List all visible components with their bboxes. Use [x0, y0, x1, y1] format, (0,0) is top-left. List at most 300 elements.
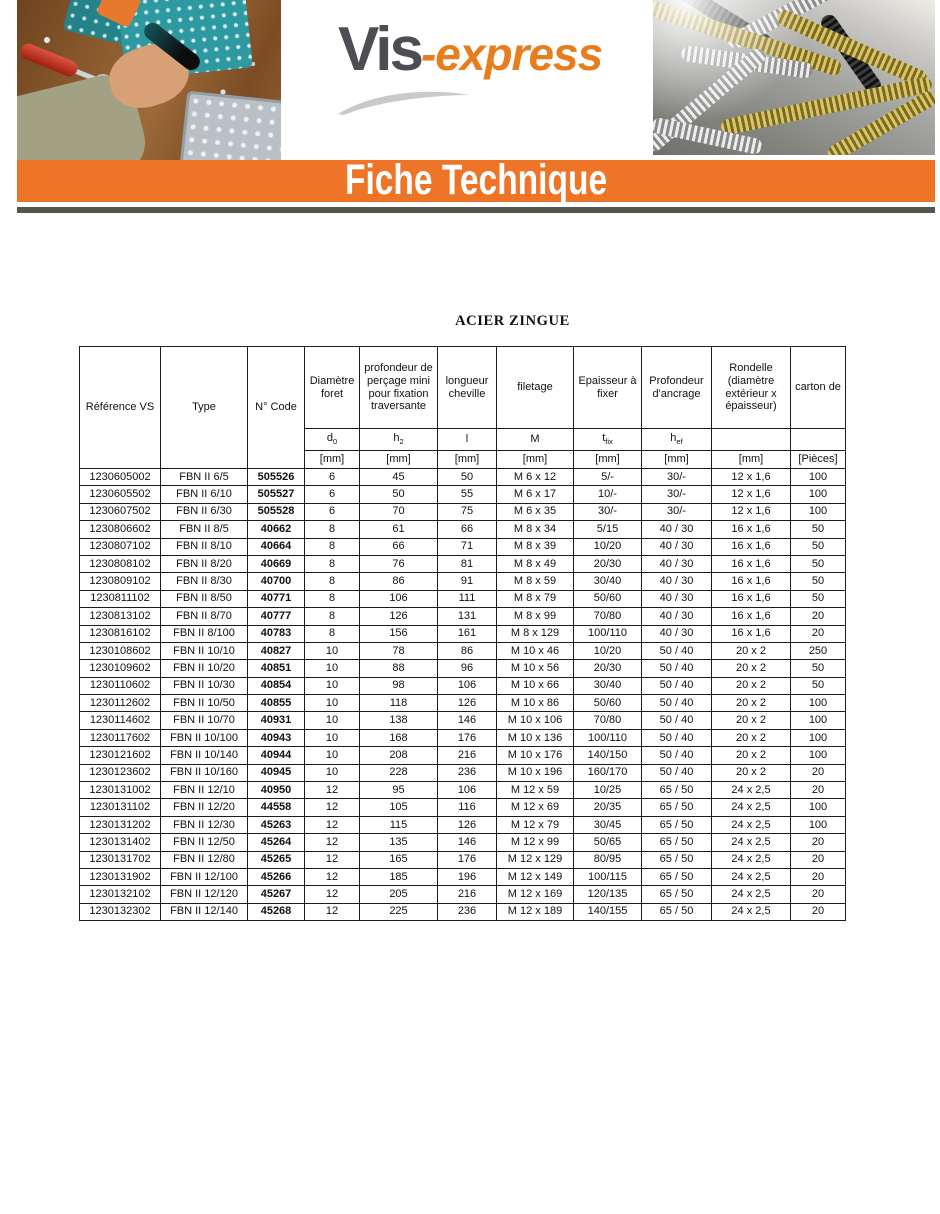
cell: 95: [360, 782, 438, 799]
cell: 40950: [248, 782, 305, 799]
cell: 20: [791, 903, 846, 920]
cell: 12: [305, 868, 360, 885]
cell: 45264: [248, 834, 305, 851]
cell: M 8 x 79: [497, 590, 574, 607]
cell: 1230112602: [80, 695, 161, 712]
cell: 50: [360, 486, 438, 503]
cell: 1230131002: [80, 782, 161, 799]
table-row: [80, 677, 846, 694]
cell: 161: [438, 625, 497, 642]
cell: 40 / 30: [642, 590, 712, 607]
cell: 50/60: [574, 695, 642, 712]
cell: M 8 x 59: [497, 573, 574, 590]
logo-vis: Vis: [338, 15, 421, 84]
cell: 10/-: [574, 486, 642, 503]
cell: 120/135: [574, 886, 642, 903]
cell: 50: [791, 677, 846, 694]
table-row: [80, 747, 846, 764]
table-row: [80, 486, 846, 503]
cell: 100/115: [574, 868, 642, 885]
cell: M 10 x 176: [497, 747, 574, 764]
cell: 88: [360, 660, 438, 677]
cell: 12 x 1,6: [712, 469, 791, 486]
cell: M 12 x 79: [497, 816, 574, 833]
cell: 50 / 40: [642, 695, 712, 712]
cell: FBN II 8/10: [161, 538, 248, 555]
cell: 24 x 2,5: [712, 782, 791, 799]
cell: 176: [438, 851, 497, 868]
cell: 40 / 30: [642, 625, 712, 642]
cell: 16 x 1,6: [712, 555, 791, 572]
cell: FBN II 6/30: [161, 503, 248, 520]
cell: M 10 x 86: [497, 695, 574, 712]
cell: 24 x 2,5: [712, 868, 791, 885]
cell: 8: [305, 555, 360, 572]
cell: 1230605502: [80, 486, 161, 503]
cell: 1230807102: [80, 538, 161, 555]
cell: 75: [438, 503, 497, 520]
cell: M 8 x 129: [497, 625, 574, 642]
cell: 20 x 2: [712, 642, 791, 659]
cell: 66: [360, 538, 438, 555]
table-row: [80, 590, 846, 607]
cell: 1230114602: [80, 712, 161, 729]
cell: FBN II 10/100: [161, 729, 248, 746]
cell: FBN II 12/140: [161, 903, 248, 920]
table-row: [80, 799, 846, 816]
cell: 8: [305, 608, 360, 625]
vis-express-logo: [338, 14, 638, 134]
cell: 24 x 2,5: [712, 799, 791, 816]
cell: 20/30: [574, 555, 642, 572]
cell: 140/155: [574, 903, 642, 920]
column-header: carton de: [791, 347, 846, 429]
cell: 45267: [248, 886, 305, 903]
cell: 91: [438, 573, 497, 590]
cell: 1230607502: [80, 503, 161, 520]
cell: 40777: [248, 608, 305, 625]
cell: 1230816102: [80, 625, 161, 642]
cell: 30/40: [574, 573, 642, 590]
cell: FBN II 10/50: [161, 695, 248, 712]
cell: 65 / 50: [642, 851, 712, 868]
cell: 40945: [248, 764, 305, 781]
table-row: [80, 503, 846, 520]
cell: 40783: [248, 625, 305, 642]
page-title: ACIER ZINGUE: [455, 313, 570, 329]
cell: FBN II 8/20: [161, 555, 248, 572]
photo-fade-overlay: [653, 0, 935, 155]
cell: 10: [305, 660, 360, 677]
cell: 1230806602: [80, 521, 161, 538]
cell: 10: [305, 695, 360, 712]
column-header: profondeur de perçage mini pour fixation traversante: [360, 347, 438, 429]
cell: 10: [305, 677, 360, 694]
cell: 20 x 2: [712, 660, 791, 677]
cell: 12 x 1,6: [712, 486, 791, 503]
cell: 12: [305, 834, 360, 851]
spec-table: [79, 346, 846, 921]
cell: 1230123602: [80, 764, 161, 781]
cell: 1230110602: [80, 677, 161, 694]
cell: 40 / 30: [642, 521, 712, 538]
cell: M 10 x 106: [497, 712, 574, 729]
cell: 50: [791, 521, 846, 538]
cell: 30/-: [642, 486, 712, 503]
cell: 50 / 40: [642, 729, 712, 746]
cell: 100: [791, 695, 846, 712]
cell: 1230132302: [80, 903, 161, 920]
cell: M 12 x 169: [497, 886, 574, 903]
cell: 185: [360, 868, 438, 885]
cell: 20: [791, 608, 846, 625]
column-header: N° Code: [248, 347, 305, 469]
column-header: Diamètre foret: [305, 347, 360, 429]
cell: 24 x 2,5: [712, 903, 791, 920]
table-row: [80, 642, 846, 659]
unit-header: [mm]: [574, 451, 642, 469]
table-row: [80, 782, 846, 799]
cell: 20 x 2: [712, 712, 791, 729]
cell: 12: [305, 851, 360, 868]
cell: FBN II 6/5: [161, 469, 248, 486]
table-row: [80, 729, 846, 746]
cell: 50/60: [574, 590, 642, 607]
cell: 40 / 30: [642, 555, 712, 572]
cell: 250: [791, 642, 846, 659]
cell: 12: [305, 782, 360, 799]
table-row: [80, 695, 846, 712]
cell: 20: [791, 764, 846, 781]
cell: 40771: [248, 590, 305, 607]
cell: 40 / 30: [642, 538, 712, 555]
cell: 65 / 50: [642, 903, 712, 920]
cell: 100/110: [574, 729, 642, 746]
cell: 106: [438, 782, 497, 799]
cell: 50: [791, 590, 846, 607]
cell: 168: [360, 729, 438, 746]
cell: 40662: [248, 521, 305, 538]
cell: 45268: [248, 903, 305, 920]
table-row: [80, 834, 846, 851]
cell: 505528: [248, 503, 305, 520]
cell: 40851: [248, 660, 305, 677]
cell: 40 / 30: [642, 608, 712, 625]
screws-photo: [653, 0, 935, 155]
column-header: Rondelle (diamètre extérieur x épaisseur): [712, 347, 791, 429]
unit-header: [mm]: [305, 451, 360, 469]
symbol-header: M: [497, 429, 574, 451]
cell: M 12 x 99: [497, 834, 574, 851]
cell: 100: [791, 729, 846, 746]
cell: 70/80: [574, 712, 642, 729]
cell: 140/150: [574, 747, 642, 764]
cell: 40944: [248, 747, 305, 764]
cell: 146: [438, 834, 497, 851]
cell: FBN II 8/30: [161, 573, 248, 590]
cell: 100: [791, 712, 846, 729]
cell: 10/25: [574, 782, 642, 799]
cell: 80/95: [574, 851, 642, 868]
table-row: [80, 851, 846, 868]
cell: 66: [438, 521, 497, 538]
cell: 45: [360, 469, 438, 486]
cell: 96: [438, 660, 497, 677]
cell: M 10 x 46: [497, 642, 574, 659]
cell: 160/170: [574, 764, 642, 781]
cell: 16 x 1,6: [712, 625, 791, 642]
cell: 8: [305, 573, 360, 590]
cell: 50 / 40: [642, 660, 712, 677]
cell: 1230131202: [80, 816, 161, 833]
cell: 65 / 50: [642, 886, 712, 903]
cell: 10/20: [574, 642, 642, 659]
cell: 1230132102: [80, 886, 161, 903]
cell: 16 x 1,6: [712, 608, 791, 625]
parts-tin: [179, 91, 281, 160]
cell: 10: [305, 712, 360, 729]
cell: 6: [305, 486, 360, 503]
cell: FBN II 8/100: [161, 625, 248, 642]
cell: 12 x 1,6: [712, 503, 791, 520]
cell: M 8 x 34: [497, 521, 574, 538]
cell: 228: [360, 764, 438, 781]
symbol-header: $h_2$: [360, 429, 438, 451]
cell: 10: [305, 642, 360, 659]
cell: 40 / 30: [642, 573, 712, 590]
cell: 505526: [248, 469, 305, 486]
cell: 30/45: [574, 816, 642, 833]
cell: 20 x 2: [712, 747, 791, 764]
cell: 20/35: [574, 799, 642, 816]
cell: 20 x 2: [712, 677, 791, 694]
cell: 1230808102: [80, 555, 161, 572]
cell: 78: [360, 642, 438, 659]
table-row: [80, 625, 846, 642]
cell: 20 x 2: [712, 764, 791, 781]
cell: M 12 x 69: [497, 799, 574, 816]
cell: 196: [438, 868, 497, 885]
cell: 236: [438, 764, 497, 781]
cell: 30/-: [642, 503, 712, 520]
cell: 24 x 2,5: [712, 816, 791, 833]
cell: 100: [791, 469, 846, 486]
unit-header: [Pièces]: [791, 451, 846, 469]
cell: FBN II 12/20: [161, 799, 248, 816]
unit-header: [mm]: [642, 451, 712, 469]
cell: FBN II 12/120: [161, 886, 248, 903]
cell: 98: [360, 677, 438, 694]
cell: 5/-: [574, 469, 642, 486]
cell: 1230131402: [80, 834, 161, 851]
table-row: [80, 660, 846, 677]
table-row: [80, 521, 846, 538]
table-row: [80, 469, 846, 486]
cell: 16 x 1,6: [712, 590, 791, 607]
cell: 12: [305, 799, 360, 816]
cell: 65 / 50: [642, 868, 712, 885]
column-header: filetage: [497, 347, 574, 429]
logo-text: [338, 14, 602, 85]
cell: 216: [438, 886, 497, 903]
cell: 6: [305, 469, 360, 486]
cell: 40669: [248, 555, 305, 572]
cell: FBN II 10/10: [161, 642, 248, 659]
cell: 50 / 40: [642, 642, 712, 659]
symbol-header: $d_0$: [305, 429, 360, 451]
cell: 24 x 2,5: [712, 851, 791, 868]
logo-swoosh-icon: [334, 86, 474, 116]
cell: FBN II 10/70: [161, 712, 248, 729]
cell: 10: [305, 729, 360, 746]
cell: M 12 x 129: [497, 851, 574, 868]
table-row: [80, 886, 846, 903]
cell: 100: [791, 747, 846, 764]
cell: FBN II 12/100: [161, 868, 248, 885]
table-row: [80, 868, 846, 885]
cell: FBN II 12/10: [161, 782, 248, 799]
cell: 20 x 2: [712, 695, 791, 712]
cell: 216: [438, 747, 497, 764]
cell: 8: [305, 590, 360, 607]
cell: FBN II 10/30: [161, 677, 248, 694]
table-row: [80, 573, 846, 590]
divider-rule: [17, 207, 935, 213]
cell: 40855: [248, 695, 305, 712]
column-header: Type: [161, 347, 248, 469]
symbol-header: l: [438, 429, 497, 451]
column-header: longueur cheville: [438, 347, 497, 429]
cell: 111: [438, 590, 497, 607]
cell: 176: [438, 729, 497, 746]
cell: 205: [360, 886, 438, 903]
table-header: [80, 347, 846, 469]
cell: 65 / 50: [642, 816, 712, 833]
cell: 30/-: [642, 469, 712, 486]
cell: FBN II 12/50: [161, 834, 248, 851]
cell: FBN II 10/140: [161, 747, 248, 764]
table-body: [80, 469, 846, 921]
cell: 86: [438, 642, 497, 659]
cell: 8: [305, 521, 360, 538]
cell: 138: [360, 712, 438, 729]
cell: 20: [791, 851, 846, 868]
cell: 100: [791, 486, 846, 503]
cell: 45265: [248, 851, 305, 868]
cell: 50 / 40: [642, 764, 712, 781]
workbench-photo: [17, 0, 281, 160]
table-row: [80, 903, 846, 920]
cell: 1230121602: [80, 747, 161, 764]
cell: FBN II 12/30: [161, 816, 248, 833]
cell: 208: [360, 747, 438, 764]
symbol-header: $t_{fix}$: [574, 429, 642, 451]
cell: FBN II 10/160: [161, 764, 248, 781]
unit-header: [mm]: [712, 451, 791, 469]
cell: 44558: [248, 799, 305, 816]
cell: 1230813102: [80, 608, 161, 625]
cell: 126: [360, 608, 438, 625]
table-row: [80, 555, 846, 572]
cell: M 10 x 196: [497, 764, 574, 781]
cell: M 10 x 136: [497, 729, 574, 746]
table-row: [80, 538, 846, 555]
cell: 1230131702: [80, 851, 161, 868]
banner: [17, 155, 935, 204]
cell: M 8 x 99: [497, 608, 574, 625]
cell: M 8 x 39: [497, 538, 574, 555]
cell: 100/110: [574, 625, 642, 642]
cell: 70/80: [574, 608, 642, 625]
cell: FBN II 8/70: [161, 608, 248, 625]
cell: 115: [360, 816, 438, 833]
cell: 8: [305, 625, 360, 642]
cell: 65 / 50: [642, 782, 712, 799]
cell: FBN II 8/50: [161, 590, 248, 607]
table-row: [80, 764, 846, 781]
cell: 76: [360, 555, 438, 572]
cell: M 8 x 49: [497, 555, 574, 572]
cell: 50: [438, 469, 497, 486]
cell: 236: [438, 903, 497, 920]
cell: 40700: [248, 573, 305, 590]
cell: 10/20: [574, 538, 642, 555]
cell: 50 / 40: [642, 747, 712, 764]
cell: 20: [791, 834, 846, 851]
cell: 12: [305, 816, 360, 833]
cell: 1230131102: [80, 799, 161, 816]
cell: 50: [791, 573, 846, 590]
cell: 50 / 40: [642, 677, 712, 694]
cell: 100: [791, 503, 846, 520]
cell: 100: [791, 799, 846, 816]
cell: 40854: [248, 677, 305, 694]
unit-header: [mm]: [497, 451, 574, 469]
cell: 50: [791, 660, 846, 677]
table-row: [80, 816, 846, 833]
cell: 126: [438, 695, 497, 712]
cell: 10: [305, 747, 360, 764]
cell: 30/-: [574, 503, 642, 520]
cell: FBN II 12/80: [161, 851, 248, 868]
cell: 24 x 2,5: [712, 886, 791, 903]
cell: 16 x 1,6: [712, 573, 791, 590]
cell: 65 / 50: [642, 834, 712, 851]
cell: FBN II 6/10: [161, 486, 248, 503]
table-row: [80, 608, 846, 625]
cell: 156: [360, 625, 438, 642]
cell: 1230605002: [80, 469, 161, 486]
cell: 118: [360, 695, 438, 712]
cell: 131: [438, 608, 497, 625]
cell: M 10 x 56: [497, 660, 574, 677]
cell: 20: [791, 782, 846, 799]
cell: 55: [438, 486, 497, 503]
cell: 40931: [248, 712, 305, 729]
symbol-header: $h_{ef}$: [642, 429, 712, 451]
cell: 106: [360, 590, 438, 607]
cell: 65 / 50: [642, 799, 712, 816]
cell: 30/40: [574, 677, 642, 694]
cell: 20: [791, 886, 846, 903]
cell: 10: [305, 764, 360, 781]
cell: 20 x 2: [712, 729, 791, 746]
cell: 505527: [248, 486, 305, 503]
cell: 16 x 1,6: [712, 521, 791, 538]
cell: 1230809102: [80, 573, 161, 590]
cell: 61: [360, 521, 438, 538]
cell: 1230108602: [80, 642, 161, 659]
